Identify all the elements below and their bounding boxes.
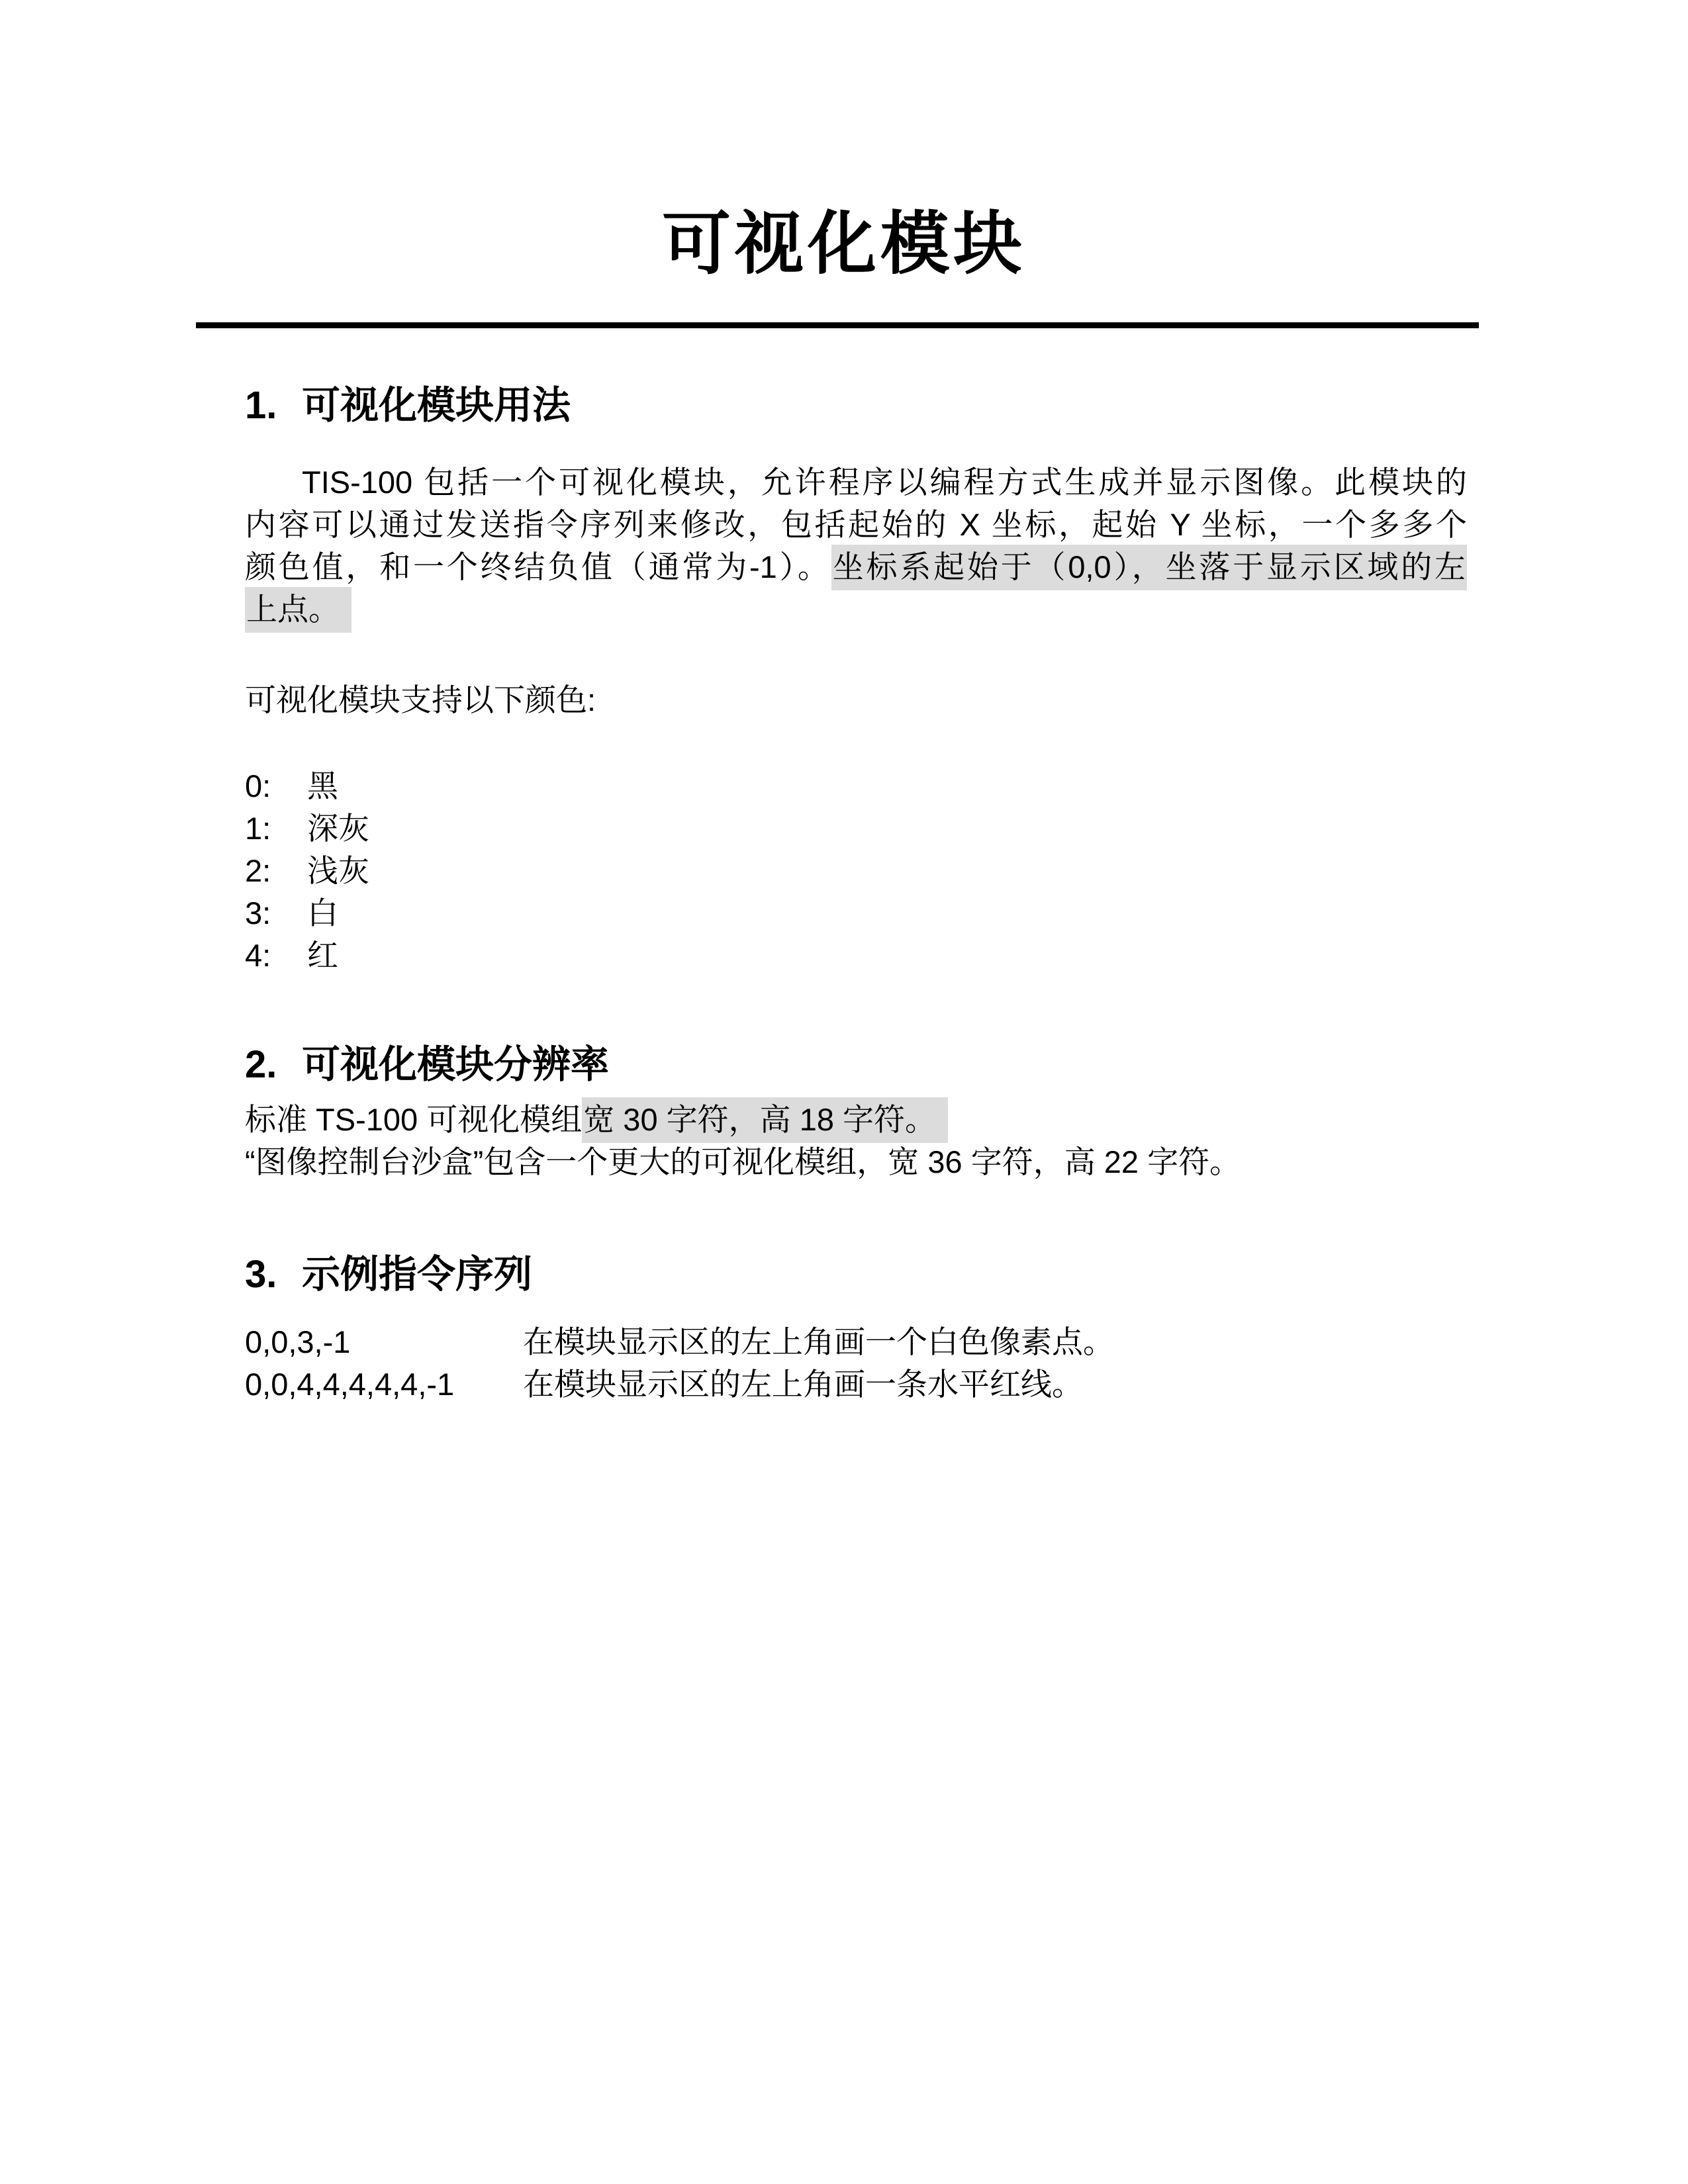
color-code: 2: [245, 853, 271, 888]
resolution-line-standard [245, 1099, 1467, 1141]
color-name: 深灰 [307, 811, 369, 846]
highlighted-text: 坐标系起始于（0,0），坐落于显示区域的左 [831, 545, 1467, 590]
color-name: 黑 [307, 768, 338, 803]
paragraph-text: 内容可以通过发送指令序列来修改，包括起始的 X 坐标，起始 Y 坐标，一个多多个 [245, 507, 1467, 542]
color-list-item [245, 850, 1467, 892]
section-2-title: 可视化模块分辨率 [302, 1043, 610, 1086]
colors-intro-line [245, 679, 1467, 721]
example-row [245, 1363, 1467, 1406]
color-list-item [245, 765, 1467, 807]
example-sequences [245, 1321, 1467, 1406]
colors-intro-text: 可视化模块支持以下颜色: [245, 682, 596, 717]
document-title: 可视化模块 [661, 206, 1026, 283]
paragraph-line [245, 546, 1467, 588]
paragraph-line [245, 461, 1467, 504]
highlighted-text: 上点。 [245, 587, 352, 633]
section-2-heading [245, 1043, 609, 1087]
example-sequence: 0,0,4,4,4,4,4,-1 [245, 1367, 455, 1402]
color-code: 3: [245, 895, 271, 931]
paragraph-text: TIS-100 包括一个可视化模块，允许程序以编程方式生成并显示图像。此模块的 [302, 465, 1467, 500]
highlighted-text: 宽 30 字符，高 18 字符。 [582, 1097, 948, 1143]
color-name: 白 [307, 895, 338, 931]
color-name: 红 [307, 938, 338, 973]
resolution-line-sandbox [245, 1141, 1467, 1183]
resolution-text: 标准 TS-100 可视化模组 [245, 1102, 583, 1137]
paragraph-line [245, 504, 1467, 546]
section-3-title: 示例指令序列 [302, 1253, 533, 1296]
section-3-number: 3. [245, 1253, 277, 1296]
color-list [245, 765, 1467, 977]
resolution-text: “图像控制台沙盒”包含一个更大的可视化模组，宽 36 字符，高 22 字符。 [245, 1144, 1241, 1179]
color-code: 1: [245, 811, 271, 846]
color-list-item [245, 892, 1467, 934]
section-1-heading [245, 384, 571, 428]
section-3-heading [245, 1253, 532, 1297]
usage-paragraph [245, 461, 1467, 631]
paragraph-line [245, 588, 1467, 631]
section-2-number: 2. [245, 1043, 277, 1086]
example-description: 在模块显示区的左上角画一个白色像素点。 [523, 1324, 1114, 1359]
section-1-title: 可视化模块用法 [302, 384, 571, 427]
section-1-number: 1. [245, 384, 277, 427]
color-code: 0: [245, 768, 271, 803]
paragraph-text: 颜色值，和一个终结负值（通常为-1）。 [245, 549, 831, 584]
example-row [245, 1321, 1467, 1363]
color-code: 4: [245, 938, 271, 973]
color-list-item [245, 934, 1467, 977]
example-sequence: 0,0,3,-1 [245, 1324, 351, 1359]
color-name: 浅灰 [307, 853, 369, 888]
color-list-item [245, 807, 1467, 850]
example-description: 在模块显示区的左上角画一条水平红线。 [523, 1367, 1083, 1402]
title-rule-divider [196, 322, 1479, 328]
